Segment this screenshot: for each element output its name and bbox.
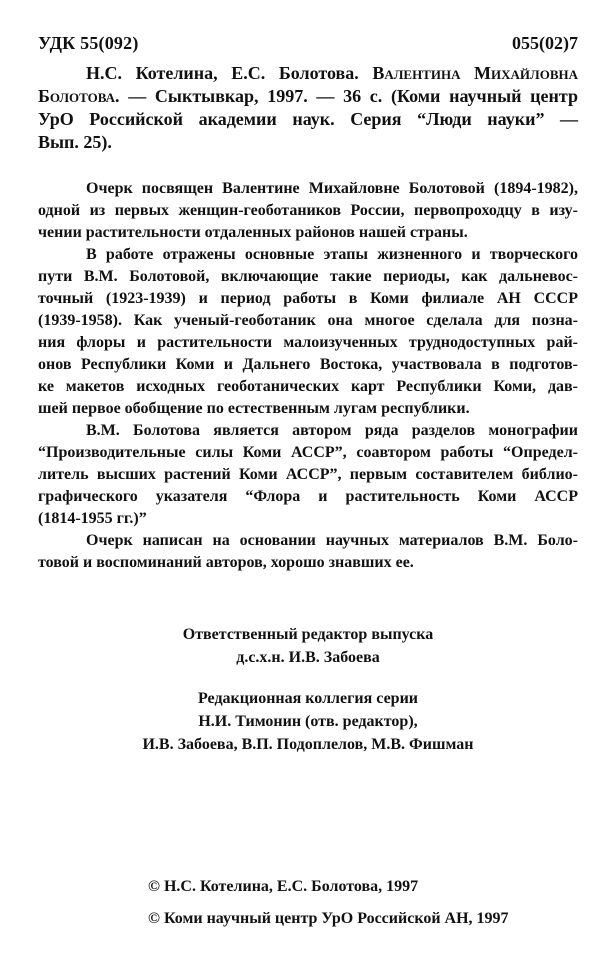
citation-line-2 bbox=[38, 87, 578, 109]
citation-line-1 bbox=[38, 64, 578, 86]
abstract-line: чении растительности отдаленных районов нашей страны. bbox=[38, 224, 468, 241]
abstract-line: ке макетов исходных геоботанических карт Республики Коми, дав- bbox=[38, 378, 578, 395]
classification-code: 055(02)7 bbox=[512, 33, 578, 53]
responsible-editor-title: Ответственный редактор выпуска bbox=[182, 626, 434, 643]
citation-line-2-text: Болотова. — Сыктывкар, 1997. — 36 с. (Коми научный центр bbox=[38, 86, 578, 106]
abstract-line: В.М. Болотова является автором ряда разделов монографии bbox=[86, 422, 578, 439]
copyright-authors: © Н.С. Котелина, Е.С. Болотова, 1997 bbox=[148, 878, 419, 895]
citation-line-1-text: Н.С. Котелина, Е.С. Болотова. Валентина Михайловна bbox=[86, 63, 578, 83]
abstract-line: “Производительные силы Коми АССР”, соавтором работы “Определ- bbox=[38, 444, 578, 461]
abstract-line: товой и воспоминаний авторов, хорошо знавших ее. bbox=[38, 554, 414, 571]
abstract-line: шей первое обобщение по естественным лугам республики. bbox=[38, 400, 470, 417]
citation-line-4: Вып. 25). bbox=[38, 132, 112, 152]
abstract-line: графического указателя “Флора и растительность Коми АССР bbox=[38, 488, 578, 505]
abstract-line: онов Республики Коми и Дальнего Востока, участвовала в подготов- bbox=[38, 356, 578, 373]
copyright-publisher: © Коми научный центр УрО Российской АН, 1997 bbox=[148, 910, 509, 927]
abstract-line: одной из первых женщин-геоботаников России, первопроходцу в изу- bbox=[38, 202, 578, 219]
abstract-line: В работе отражены основные этапы жизненного и творческого bbox=[86, 246, 578, 263]
editorial-board-title: Редакционная коллегия серии bbox=[197, 690, 419, 707]
citation-title-smallcaps: Валентина Михайловна bbox=[372, 63, 578, 83]
editorial-board-line-1: Н.И. Тимонин (отв. редактор), bbox=[198, 713, 418, 730]
responsible-editor-name: д.с.х.н. И.В. Забоева bbox=[236, 649, 380, 666]
udk-code: УДК 55(092) bbox=[38, 33, 139, 53]
abstract-line: точный (1923-1939) и период работы в Коми филиале АН СССР bbox=[38, 290, 578, 307]
abstract-line: (1939-1958). Как ученый-геоботаник она многое сделала для позна- bbox=[38, 312, 578, 329]
citation-title-smallcaps: Болотова bbox=[38, 86, 116, 106]
abstract-line: ния флоры и растительности малоизученных труднодоступных рай- bbox=[38, 334, 578, 351]
citation-line-3: УрО Российской академии наук. Серия “Люди науки” — bbox=[38, 109, 578, 129]
editorial-board-line-2: И.В. Забоева, В.П. Подоплелов, М.В. Фишман bbox=[142, 736, 474, 753]
abstract-line: (1814-1955 гг.)” bbox=[38, 510, 147, 527]
abstract-line: Очерк написан на основании научных материалов В.М. Боло- bbox=[86, 532, 578, 549]
abstract-line: пути В.М. Болотовой, включающие такие периоды, как дальневос- bbox=[38, 268, 578, 285]
abstract-line: Очерк посвящен Валентине Михайловне Болотовой (1894-1982), bbox=[86, 180, 578, 197]
abstract-line: литель высших растений Коми АССР”, первым составителем библио- bbox=[38, 466, 578, 483]
